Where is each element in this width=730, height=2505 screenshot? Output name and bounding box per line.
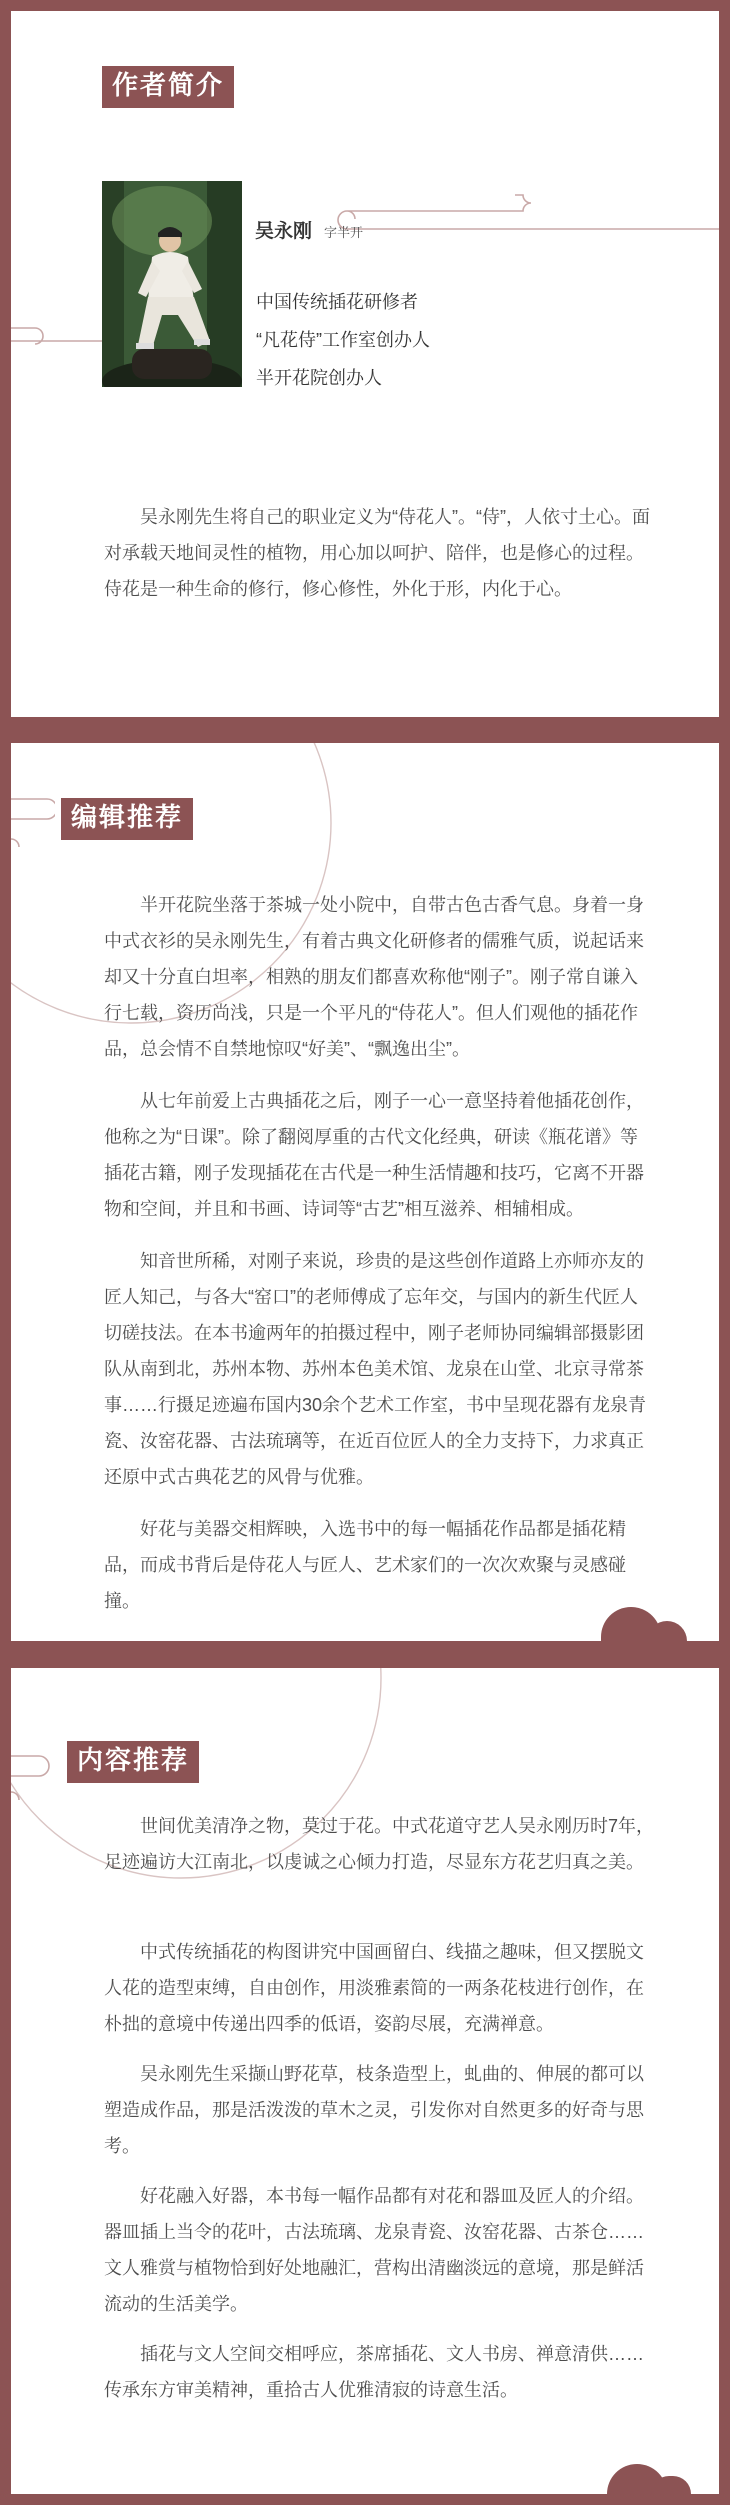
content-paragraph: 世间优美清净之物，莫过于花。中式花道守艺人吴永刚历时7年，足迹遍访大江南北，以虔诚之心倾力打造，尽显东方花艺归真之美。 [104, 1816, 655, 1872]
editor-paragraph: 知音世所稀，对刚子来说，珍贵的是这些创作道路上亦师亦友的匠人知己，与各大“窑口”的老师傅成了忘年交，与国内的新生代匠人切磋技法。在本书逾两年的拍摄过程中，刚子老师协同编辑部摄影团队从南到北，苏州本物、苏州本色美术馆、龙泉在山堂、北京寻常茶事……行摄足迹遍布国内30余个艺术工作室，书中呈现花器有龙泉青瓷、汝窑花器、古法琉璃等，在近百位匠人的全力支持下，力求真正还原中式古典花艺的风骨与优雅。 [104, 1251, 647, 1487]
content-paragraph: 插花与文人空间交相呼应，茶席插花、文人书房、禅意清供……传承东方审美精神，重拾古人优雅清寂的诗意生活。 [104, 2344, 644, 2400]
content-paragraph: 中式传统插花的构图讲究中国画留白、线描之趣味，但又摆脱文人花的造型束缚，自由创作，用淡雅素简的一两条花枝进行创作，在朴拙的意境中传递出四季的低语，姿韵尽展，充满禅意。 [104, 1942, 644, 2034]
editor-paragraph: 从七年前爱上古典插花之后，刚子一心一意坚持着他插花创作，他称之为“日课”。除了翻阅厚重的古代文化经典，研读《瓶花谱》等插花古籍，刚子发现插花在古代是一种生活情趣和技巧，它离不开器物和空间，并且和书画、诗词等“古艺”相互滋养、相辅相成。 [104, 1091, 644, 1219]
author-paragraph: 吴永刚先生将自己的职业定义为“侍花人”。“侍”，人依寸土心。面对承载天地间灵性的植物，用心加以呵护、陪伴，也是修心的过程。侍花是一种生命的修行，修心修性，外化于形，内化于心。 [104, 507, 650, 599]
author-role: 中国传统插花研修者 [256, 292, 418, 312]
editor-paragraph: 好花与美器交相辉映，入选书中的每一幅插花作品都是插花精品，而成书背后是侍花人与匠人、艺术家们的一次次欢聚与灵感碰撞。 [104, 1519, 626, 1611]
section-heading-content: 内容推荐 [67, 1741, 199, 1783]
section-heading-editor: 编辑推荐 [61, 798, 193, 840]
editor-paragraph: 半开花院坐落于茶城一处小院中，自带古色古香气息。身着一身中式衣衫的吴永刚先生，有着古典文化研修者的儒雅气质，说起话来却又十分直白坦率，相熟的朋友们都喜欢称他“刚子”。刚子常自谦入行七载，资历尚浅，只是一个平凡的“侍花人”。但人们观他的插花作品，总会情不自禁地惊叹“好美”、“飘逸出尘”。 [104, 895, 644, 1059]
content-paragraph: 吴永刚先生采撷山野花草，枝条造型上，虬曲的、伸展的都可以塑造成作品，那是活泼泼的草木之灵，引发你对自然更多的好奇与思考。 [104, 2064, 644, 2156]
author-role: “凡花侍”工作室创办人 [256, 330, 430, 350]
content-panel [11, 1668, 719, 2494]
content-paragraph: 好花融入好器，本书每一幅作品都有对花和器皿及匠人的介绍。器皿插上当令的花叶，古法琉璃、龙泉青瓷、汝窑花器、古茶仓……文人雅赏与植物恰到好处地融汇，营构出清幽淡远的意境，那是鲜活流动的生活美学。 [104, 2186, 644, 2314]
editor-panel [11, 743, 719, 1641]
author-name: 吴永刚 [255, 221, 313, 242]
author-panel [11, 11, 719, 717]
author-photo [102, 181, 242, 387]
author-alias: 字半开 [324, 225, 364, 240]
section-heading-author: 作者简介 [102, 66, 234, 108]
author-role: 半开花院创办人 [256, 368, 382, 388]
